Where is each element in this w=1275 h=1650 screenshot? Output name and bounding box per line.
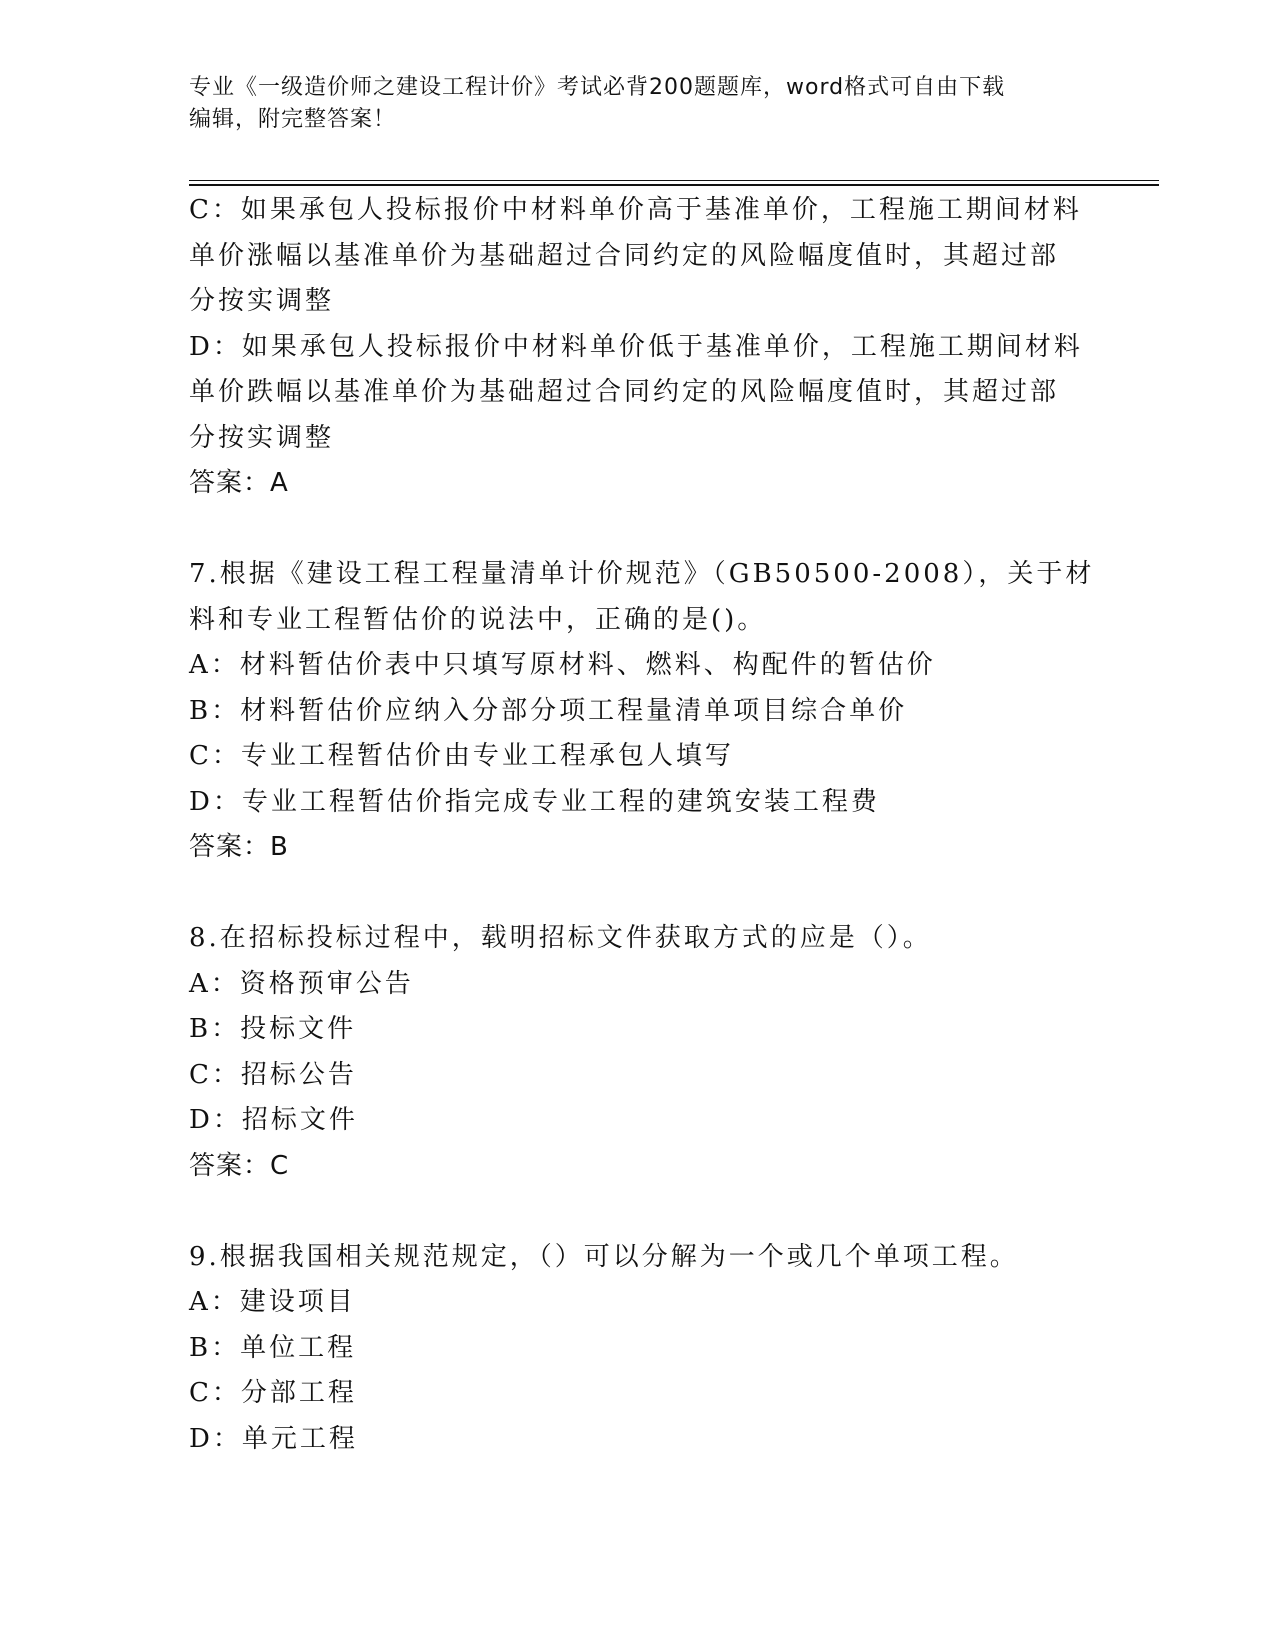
question-7-option-d: D：专业工程暂估价指完成专业工程的建筑安装工程费 bbox=[189, 786, 880, 817]
question-9-option-b: B：单位工程 bbox=[189, 1332, 357, 1363]
question-7-option-c: C：专业工程暂估价由专业工程承包人填写 bbox=[189, 741, 734, 771]
answer-7: 答案：B bbox=[189, 832, 289, 862]
option-c-line-2: 单价涨幅以基准单价为基础超过合同约定的风险幅度值时，其超过部 bbox=[189, 240, 1060, 271]
header-divider-thick bbox=[189, 184, 1159, 186]
question-8-option-d: D：招标文件 bbox=[189, 1105, 358, 1135]
question-7-stem-line-1: 7.根据《建设工程工程量清单计价规范》（GB50500-2008），关于材 bbox=[189, 559, 1095, 589]
question-8-stem: 8.在招标投标过程中，载明招标文件获取方式的应是（）。 bbox=[189, 923, 932, 953]
option-d-line-3: 分按实调整 bbox=[189, 422, 335, 453]
question-9-option-c: C：分部工程 bbox=[189, 1378, 357, 1408]
question-7-stem-line-2: 料和专业工程暂估价的说法中，正确的是()。 bbox=[189, 604, 767, 635]
option-d-line-1: D：如果承包人投标报价中材料单价低于基准单价，工程施工期间材料 bbox=[189, 331, 1083, 362]
header-title-line-1: 专业《一级造价师之建设工程计价》考试必背200题题库，word格式可自由下载 bbox=[189, 75, 1006, 100]
spacer bbox=[189, 1189, 1089, 1235]
question-8-option-b: B：投标文件 bbox=[189, 1014, 357, 1044]
question-6 bbox=[189, 188, 1089, 507]
document-header bbox=[189, 72, 1089, 136]
header-title-line-2: 编辑，附完整答案！ bbox=[189, 107, 397, 132]
header-divider-thin bbox=[189, 180, 1159, 181]
question-9-stem: 9.根据我国相关规范规定，（）可以分解为一个或几个单项工程。 bbox=[189, 1241, 1019, 1272]
answer-8: 答案：C bbox=[189, 1150, 290, 1181]
option-c-line-3: 分按实调整 bbox=[189, 286, 335, 316]
question-9-option-d: D：单元工程 bbox=[189, 1423, 358, 1454]
spacer bbox=[189, 871, 1089, 917]
document-body bbox=[189, 188, 1095, 1462]
answer-6: 答案：A bbox=[189, 468, 289, 498]
spacer bbox=[189, 507, 1089, 553]
question-8-option-c: C：招标公告 bbox=[189, 1059, 357, 1090]
question-7 bbox=[189, 552, 1095, 871]
question-9 bbox=[189, 1235, 1089, 1463]
question-8-option-a: A：资格预审公告 bbox=[189, 968, 414, 999]
option-c-line-1: C：如果承包人投标报价中材料单价高于基准单价，工程施工期间材料 bbox=[189, 195, 1082, 225]
question-9-option-a: A：建设项目 bbox=[189, 1287, 356, 1317]
question-7-option-a: A：材料暂估价表中只填写原材料、燃料、构配件的暂估价 bbox=[189, 650, 936, 680]
option-d-line-2: 单价跌幅以基准单价为基础超过合同约定的风险幅度值时，其超过部 bbox=[189, 377, 1060, 407]
question-8 bbox=[189, 916, 1089, 1189]
question-7-option-b: B：材料暂估价应纳入分部分项工程量清单项目综合单价 bbox=[189, 695, 908, 726]
